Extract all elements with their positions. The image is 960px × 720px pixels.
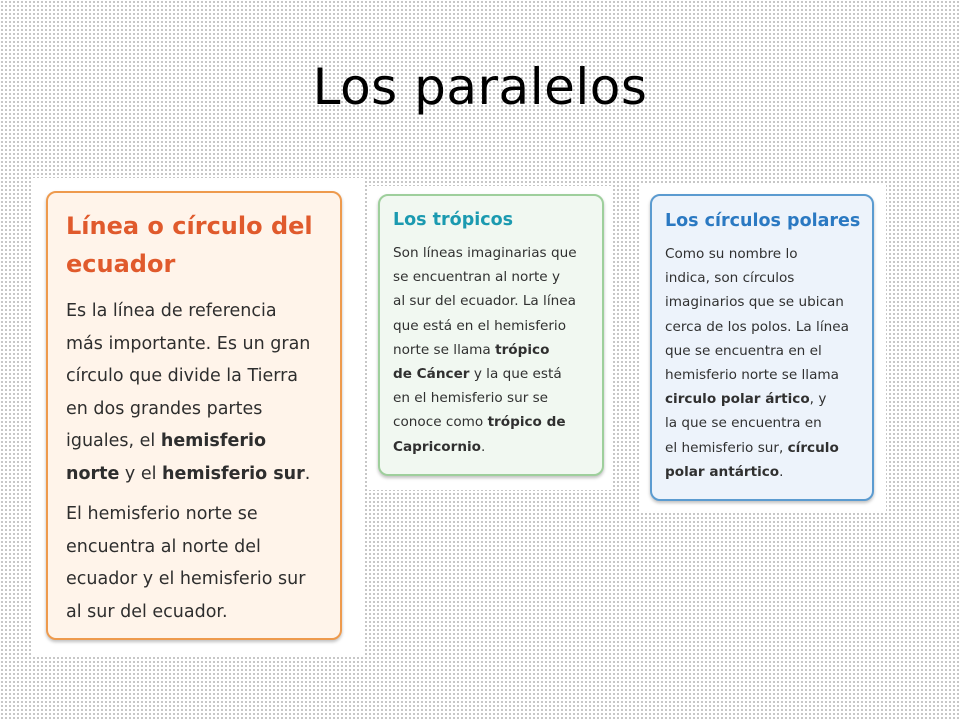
text-line: iguales, el (66, 431, 161, 451)
text-line: , y (809, 391, 827, 408)
text-line: indica, son círculos (665, 270, 795, 287)
text-line: encuentra al norte del (66, 536, 261, 557)
card-tropicos-heading: Los trópicos (393, 210, 514, 230)
bold-term: circulo polar ártico (665, 391, 810, 408)
text-line: conoce como (393, 414, 488, 431)
text-line: al sur del ecuador. (66, 601, 228, 622)
card-ecuador-paragraph-2 (66, 498, 328, 628)
bold-term: polar antártico (665, 463, 780, 480)
bold-term: norte (66, 463, 120, 484)
text-line: la que se encuentra en (665, 415, 822, 432)
bold-term: hemisferio (160, 431, 266, 451)
text-line: se encuentran al norte y (393, 269, 561, 286)
text-line: y la que está (469, 366, 562, 383)
text-line: Son líneas imaginarias que (393, 245, 577, 261)
text-line: El hemisferio norte se (66, 504, 258, 524)
bold-term: trópico (495, 341, 550, 358)
text-line: y el (119, 463, 163, 484)
bold-term: de Cáncer (393, 366, 470, 383)
text-line: hemisferio norte se llama (665, 367, 839, 384)
card-ecuador-heading (66, 207, 328, 283)
text-line: . (304, 463, 311, 484)
text-line: imaginarios que se ubican (665, 294, 844, 311)
card-tropicos-paragraph (393, 241, 594, 459)
text-line: . (779, 463, 784, 480)
text-line: al sur del ecuador. La línea (393, 293, 576, 310)
text-line: . (481, 438, 486, 455)
text-line: que se encuentra en el (665, 342, 822, 359)
text-line: Es la línea de referencia (66, 301, 277, 321)
text-line: círculo que divide la Tierra (66, 366, 299, 386)
card-polares-heading: Los círculos polares (665, 211, 861, 231)
card-tropicos (378, 194, 604, 476)
bold-term: trópico de (487, 414, 566, 431)
heading-line: Línea o círculo del (66, 212, 313, 240)
bold-term: Capricornio (393, 438, 482, 455)
text-line: en dos grandes partes (66, 398, 263, 419)
bold-term: hemisferio sur (162, 463, 305, 484)
card-ecuador (46, 191, 342, 640)
heading-line: ecuador (66, 250, 176, 278)
text-line: más importante. Es un gran (66, 333, 311, 354)
text-line: Como su nombre lo (665, 246, 798, 262)
text-line: norte se llama (393, 341, 496, 358)
bold-term: círculo (787, 439, 839, 456)
card-ecuador-paragraph-1 (66, 295, 328, 490)
card-polares (650, 194, 874, 501)
text-line: que está en el hemisferio (393, 317, 567, 334)
text-line: en el hemisferio sur se (393, 390, 549, 407)
text-line: cerca de los polos. La línea (665, 318, 849, 335)
text-line: el hemisferio sur, (665, 439, 788, 456)
slide-title: Los paralelos (312, 58, 648, 116)
text-line: ecuador y el hemisferio sur (66, 569, 306, 589)
card-polares-paragraph (665, 242, 866, 484)
